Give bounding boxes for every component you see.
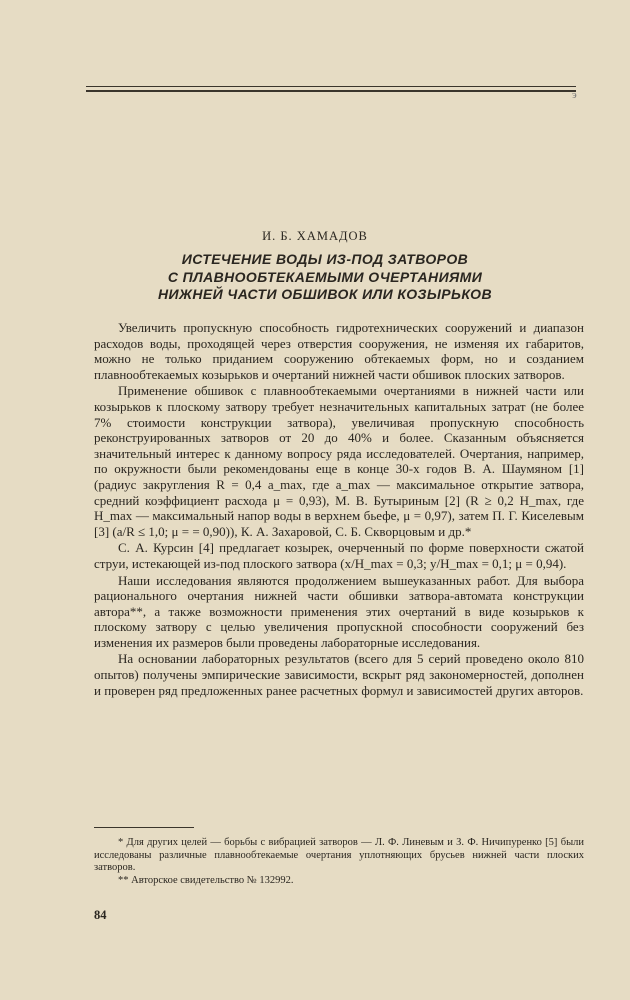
title-line-3: НИЖНЕЙ ЧАСТИ ОБШИВОК ИЛИ КОЗЫРЬКОВ	[158, 286, 492, 302]
article-body	[94, 320, 584, 698]
paragraph-3: С. А. Курсин [4] предлагает козырек, очерченный по форме поверхности сжатой струи, истекающей из-под плоского затвора (x/H_max = 0,3; y/H_max = 0,1; μ = 0,94).	[94, 540, 584, 571]
paragraph-2: Применение обшивок с плавнообтекаемыми очертаниями в нижней части или козырьков к плоскому затвору требует незначительных капитальных затрат (не более 7% стоимости конструкции затвора), увеличивая пропускную способность реконструированных затворов от 20 до 40% и более. Сказанным объясняется значительный интерес к данному вопросу ряда исследователей. Очертания, например, по окружности были рекомендованы еще в конце 30-х годов В. А. Шаумяном [1] (радиус закругления R = 0,4 a_max, где a_max — максимальное открытие затвора, средний коэффициент расхода μ = 0,93), М. В. Бутыриным [2] (R ≥ 0,2 H_max, где H_max — максимальный напор воды в верхнем бьефе, μ = 0,97), затем П. Г. Киселевым [3] (a/R ≤ 1,0; μ = = 0,90)), К. А. Захаровой, С. Б. Скворцовым и др.*	[94, 383, 584, 539]
article-title	[110, 251, 540, 304]
article-author: И. Б. ХАМАДОВ	[262, 229, 368, 243]
footnotes	[94, 837, 584, 887]
page-number: 84	[94, 908, 107, 922]
paragraph-1: Увеличить пропускную способность гидротехнических сооружений и диапазон расходов воды, проходящей через отверстия сооружения, не изменяя их габаритов, можно не только приданием сооружению обтекаемых форм, но и созданием плавнообтекаемых козырьков и очертаний нижней части обшивок плоских затворов.	[94, 320, 584, 382]
paragraph-4: Наши исследования являются продолжением вышеуказанных работ. Для выбора рационального очертания нижней части обшивки затвора-автомата конструкции автора**, а также возможности применения этих очертаний в виде козырьков к плоскому затвору с целью увеличения пропускной способности сооружений без изменения их размеров были проведены лабораторные исследования.	[94, 572, 584, 650]
footnote-rule	[94, 827, 194, 828]
title-line-2: С ПЛАВНООБТЕКАЕМЫМИ ОЧЕРТАНИЯМИ	[167, 268, 483, 285]
paragraph-5: На основании лабораторных результатов (всего для 5 серий проведено около 810 опытов) получены эмпирические зависимости, вскрыт ряд закономерностей, дополнен и проверен ряд предложенных ранее расчетных формул и зависимостей других авторов.	[94, 651, 584, 698]
corner-mark: э	[572, 89, 577, 101]
footnote-1: * Для других целей — борьбы с вибрацией затворов — Л. Ф. Линевым и З. Ф. Ничипуренко [5] были исследованы различные плавнообтекаемые очертания уплотняющих брусьев нижней части плоских затворов.	[94, 837, 584, 873]
header-rule-thin	[86, 86, 576, 87]
title-line-1: ИСТЕЧЕНИЕ ВОДЫ ИЗ-ПОД ЗАТВОРОВ	[181, 251, 469, 267]
header-rule-thick	[86, 90, 576, 92]
footnote-2: ** Авторское свидетельство № 132992.	[118, 874, 294, 886]
